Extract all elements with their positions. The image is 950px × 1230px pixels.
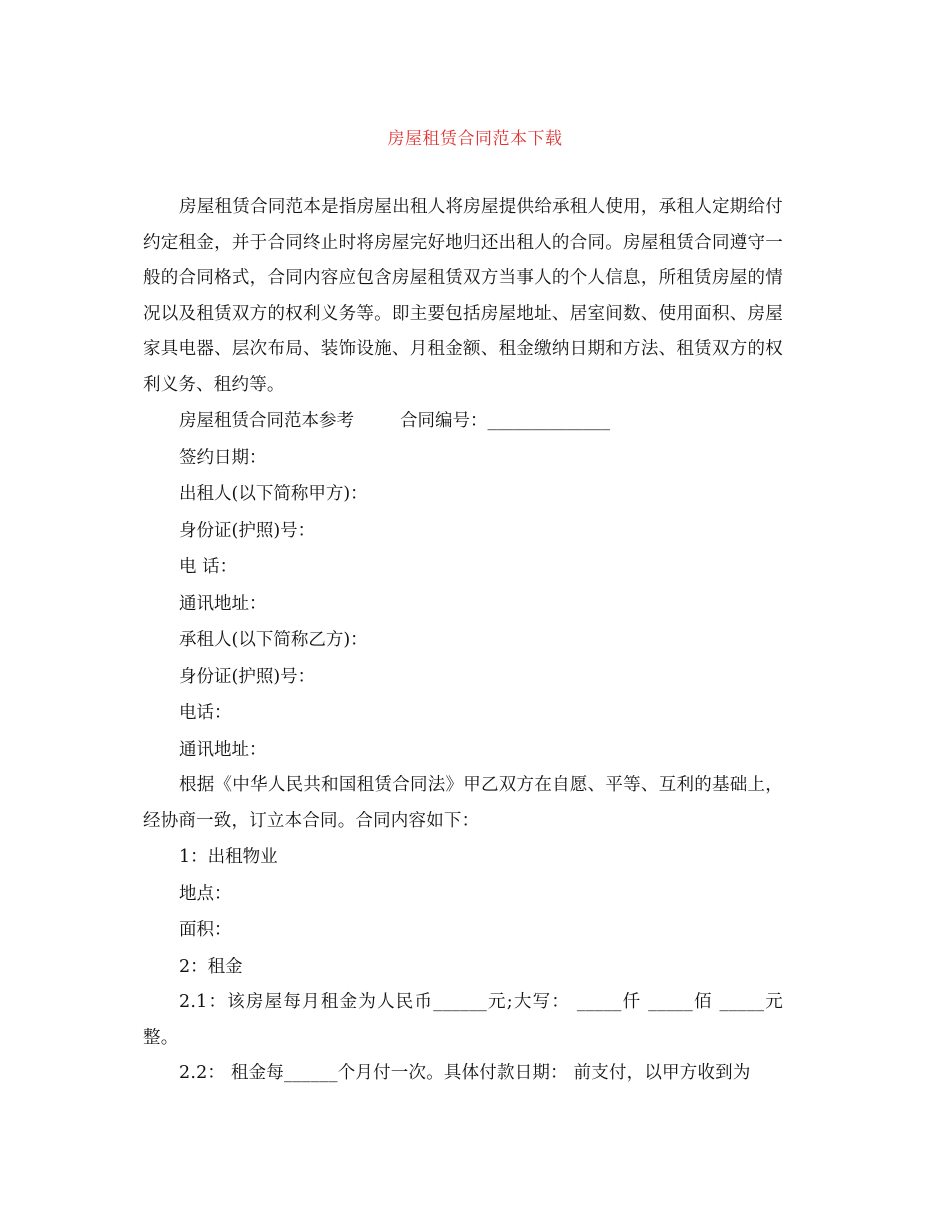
contract-number: 合同编号：______________ (400, 411, 610, 431)
sign-date-line: 签约日期： (179, 447, 267, 468)
lessor-id-line: 身份证(护照)号： (179, 520, 316, 541)
document-body (143, 190, 783, 1092)
section-2-1-paragraph: 2.1：该房屋每月租金为人民币______元;大写： _____仟 _____佰 _____元整。 (143, 992, 783, 1048)
lessee-address-line: 通讯地址： (179, 739, 267, 760)
lessor-phone-line: 电 话： (179, 557, 238, 577)
lessee-line: 承租人(以下简称乙方)： (179, 630, 368, 650)
lessee-phone-line: 电话： (179, 703, 232, 723)
section-2-heading: 2：租金 (179, 956, 243, 977)
intro-paragraph: 房屋租赁合同范本是指房屋出租人将房屋提供给承租人使用，承租人定期给付约定租金，并于合同终止时将房屋完好地归还出租人的合同。房屋租赁合同遵守一般的合同格式，合同内容应包含房屋租赁双方当事人的个人信息，所租赁房屋的情况以及租赁双方的权利义务等。即主要包括房屋地址、居室间数、使用面积、房屋家具电器、层次布局、装饰设施、月租金额、租金缴纳日期和方法、租赁双方的权利义务、租约等。 (143, 197, 783, 395)
lessor-line: 出租人(以下简称甲方)： (179, 484, 368, 504)
lessor-address-line: 通讯地址： (179, 593, 267, 614)
reference-line (143, 403, 783, 440)
section-2-2-paragraph: 2.2： 租金每______个月付一次。具体付款日期： 前支付，以甲方收到为 (179, 1063, 751, 1083)
basis-paragraph: 根据《中华人民共和国租赁合同法》甲乙双方在自愿、平等、互利的基础上，经协商一致，订立本合同。合同内容如下： (143, 775, 783, 831)
lessee-id-line: 身份证(护照)号： (179, 666, 316, 687)
reference-title: 房屋租赁合同范本参考 (179, 411, 354, 431)
section-1-area: 面积： (179, 920, 232, 940)
document-title: 房屋租赁合同范本下载 (387, 129, 563, 149)
section-1-location: 地点： (179, 883, 232, 904)
section-1-heading: 1：出租物业 (179, 847, 278, 867)
